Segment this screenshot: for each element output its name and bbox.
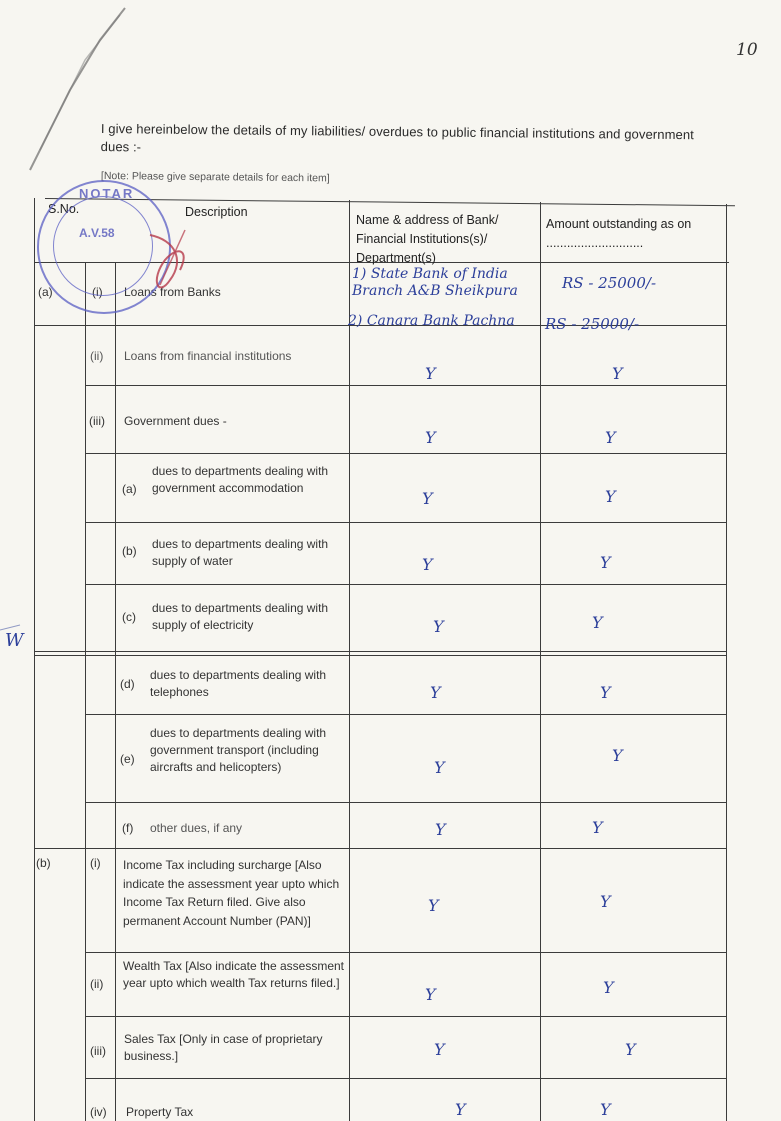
row-a3-bank-nil-mark: Y — [425, 428, 436, 447]
row-a3d-bank-nil-mark: Y — [430, 683, 441, 702]
header-name-address: Name & address of Bank/ Financial Institutions(s)/ Department(s) — [356, 213, 499, 265]
row-b2-number: (ii) — [90, 977, 104, 991]
row-a3f-amount-nil-mark: Y — [592, 818, 603, 837]
row-a3c-amount-nil-mark: Y — [592, 613, 603, 632]
header-amount: Amount outstanding as on ............................ — [546, 217, 692, 250]
stamp-mid-text: A.V.58 — [79, 226, 115, 240]
row-a3d-description: dues to departments dealing with telephones — [150, 668, 327, 699]
row-a3e-amount-nil-mark: Y — [612, 746, 623, 765]
row-a1-number: (i) — [92, 285, 103, 299]
row-a3-amount-nil-mark: Y — [605, 428, 616, 447]
stamp-top-text: NOTAR — [79, 186, 135, 201]
row-b3-amount-nil-mark: Y — [625, 1040, 636, 1059]
row-b1-bank-nil-mark: Y — [428, 896, 439, 915]
row-a2-amount-nil-mark: Y — [612, 364, 623, 383]
header-sno: S.No. — [48, 202, 80, 216]
row-a3-number: (iii) — [89, 414, 105, 428]
row-b1-number: (i) — [90, 856, 101, 870]
row-b4-amount-nil-mark: Y — [600, 1100, 611, 1119]
row-b3-number: (iii) — [90, 1044, 106, 1058]
row-a1-amount-1: RS - 25000/- — [562, 274, 657, 292]
row-a1-amount-2: RS - 25000/- — [545, 315, 640, 333]
row-a1-description: Loans from Banks — [124, 285, 221, 299]
row-a3b-bank-nil-mark: Y — [422, 555, 433, 574]
page-number: 10 — [736, 40, 758, 60]
note-text: [Note: Please give separate details for each item] — [100, 170, 330, 185]
row-a3a-number: (a) — [122, 482, 137, 496]
row-a3f-description: other dues, if any — [150, 821, 243, 835]
section-a-label: (a) — [38, 285, 53, 299]
row-b2-description: Wealth Tax [Also indicate the assessment year upto which wealth Tax returns filed.] — [123, 959, 345, 990]
row-b1-description: Income Tax including surcharge [Also indicate the assessment year upto which Income Tax Return filed. Give also permanent Account Number (PAN)] — [123, 858, 340, 928]
row-a3b-number: (b) — [122, 544, 137, 558]
row-a3f-bank-nil-mark: Y — [435, 820, 446, 839]
row-b2-bank-nil-mark: Y — [425, 985, 436, 1004]
row-a3e-description: dues to departments dealing with government transport (including aircrafts and helicopters) — [150, 726, 327, 774]
row-a3e-bank-nil-mark: Y — [434, 758, 445, 777]
row-b4-description: Property Tax — [126, 1105, 194, 1119]
row-a2-description: Loans from financial institutions — [124, 349, 292, 363]
row-a1-bank-1: 1) State Bank of India Branch A&B Sheikpura — [352, 266, 518, 299]
row-a3a-description: dues to departments dealing with government accommodation — [152, 464, 329, 495]
row-a3c-bank-nil-mark: Y — [433, 617, 444, 636]
row-b1-amount-nil-mark: Y — [600, 892, 611, 911]
row-a1-bank-2: 2) Canara Bank Pachna — [348, 313, 515, 329]
row-a3c-number: (c) — [122, 610, 136, 624]
section-b-label: (b) — [36, 856, 51, 870]
row-b3-description: Sales Tax [Only in case of proprietary business.] — [124, 1032, 323, 1063]
row-a3-description: Government dues - — [124, 414, 227, 428]
row-a3b-description: dues to departments dealing with supply of water — [152, 537, 329, 568]
row-a3a-amount-nil-mark: Y — [605, 487, 616, 506]
row-a3c-description: dues to departments dealing with supply of electricity — [152, 601, 329, 632]
row-a3b-amount-nil-mark: Y — [600, 553, 611, 572]
row-b4-number: (iv) — [90, 1105, 107, 1119]
row-a3e-number: (e) — [120, 752, 135, 766]
row-a3a-bank-nil-mark: Y — [422, 489, 433, 508]
margin-handwritten-mark: W — [5, 630, 24, 651]
row-a2-number: (ii) — [90, 349, 104, 363]
intro-text: I give hereinbelow the details of my liabilities/ overdues to public financial institutions and government dues :- — [100, 120, 695, 155]
row-b4-bank-nil-mark: Y — [455, 1100, 466, 1119]
row-a3f-number: (f) — [122, 821, 134, 835]
row-b3-bank-nil-mark: Y — [434, 1040, 445, 1059]
row-a2-bank-nil-mark: Y — [425, 364, 436, 383]
row-a3d-amount-nil-mark: Y — [600, 683, 611, 702]
header-description: Description — [185, 205, 248, 219]
row-a3d-number: (d) — [120, 677, 135, 691]
row-b2-amount-nil-mark: Y — [603, 978, 614, 997]
